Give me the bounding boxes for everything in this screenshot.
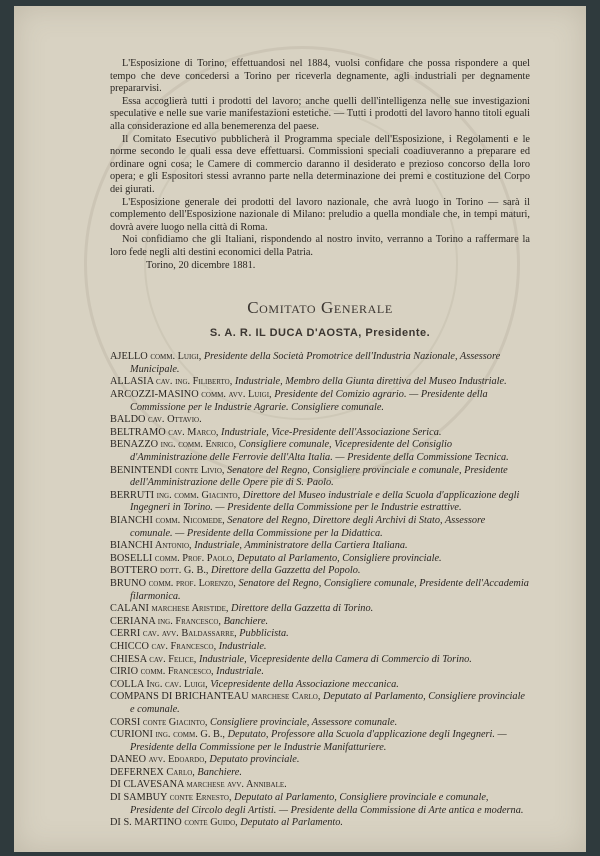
member-role: Pubblicista. — [239, 628, 289, 640]
member-entry — [110, 641, 530, 654]
member-role: Senatore del Regno, Direttore degli Archivi di Stato, Assessore comunale. — Presidente della Commissione per la Didattica. — [130, 515, 486, 539]
member-name: CERIANA ing. Francesco, — [110, 615, 222, 627]
member-name: CIRIO comm. Francesco, — [110, 666, 214, 678]
member-role: Direttore della Gazzetta di Torino. — [231, 603, 374, 615]
member-entry — [110, 565, 530, 578]
member-entry — [110, 767, 530, 780]
member-entry — [110, 654, 530, 667]
member-entry — [110, 414, 530, 427]
member-name: BERRUTI ing. comm. Giacinto, — [110, 489, 241, 501]
date-signature: Torino, 20 dicembre 1881. — [146, 259, 256, 271]
member-role: Deputato al Parlamento, Consigliere provinciale e comunale. — [130, 691, 526, 715]
member-name: DI S. MARTINO conte Guido, — [110, 817, 238, 829]
member-entry — [110, 616, 530, 629]
member-name: DI SAMBUY conte Ernesto, — [110, 792, 232, 804]
member-name: ARCOZZI-MASINO comm. avv. Luigi, — [110, 389, 272, 401]
member-entry — [110, 578, 530, 603]
member-role: Industriale. — [218, 640, 267, 652]
paragraph: L'Esposizione di Torino, effettuandosi nel 1884, vuolsi confidare che possa rispondere a quel tempo che deve concedersi a Torino per riceverla degnamente, agli industriali per degnamente prepararvisi. — [110, 58, 530, 95]
member-entry — [110, 603, 530, 616]
member-entry — [110, 817, 530, 830]
member-role: Industriale, Vice-Presidente dell'Associazione Serica. — [221, 426, 442, 438]
member-entry — [110, 376, 530, 389]
president-line: S. A. R. IL DUCA D'AOSTA, Presidente. — [209, 326, 431, 339]
paragraph: Il Comitato Esecutivo pubblicherà il Programma speciale dell'Esposizione, i Regolamenti e le norme secondo le quali essa deve effettuarsi. Commissioni speciali coadiuveranno a preparare ed ordinare ogni cosa; le Camere di commercio daranno il desiderato e prezioso concorso della loro opera; e gli Espositori stessi avranno parte nella determinazione dei premi e costituzione del Corpo dei giurati. — [110, 133, 530, 195]
member-role: Direttore del Museo industriale e della Scuola d'applicazione degli Ingegneri in Torino. — Presidente della Commissione per le Industrie estrattive. — [130, 489, 520, 514]
member-entry — [110, 792, 530, 817]
member-name: BENAZZO ing. comm. Enrico, — [110, 439, 237, 451]
member-entry — [110, 779, 530, 792]
member-entry — [110, 490, 530, 515]
document-page — [14, 6, 586, 852]
member-name: AJELLO comm. Luigi, — [110, 351, 202, 363]
member-entry — [110, 553, 530, 566]
member-name: DI CLAVESANA marchese avv. Annibale. — [110, 779, 287, 791]
member-name: BOSELLI comm. Prof. Paolo, — [110, 552, 235, 564]
member-name: CORSI conte Giacinto, — [110, 716, 208, 728]
member-role: Direttore della Gazzetta del Popolo. — [211, 565, 361, 577]
member-entry — [110, 666, 530, 679]
member-name: BALDO cav. Ottavio. — [110, 414, 202, 426]
member-entry — [110, 389, 530, 414]
member-name: BELTRAMO cav. Marco, — [110, 426, 219, 438]
member-role: Banchiere. — [197, 766, 242, 778]
member-name: CHIESA cav. Felice, — [110, 653, 197, 665]
member-role: Deputato, Professore alla Scuola d'applicazione degli Ingegneri. — Presidente della Commissione per le Industrie Manifatturiere. — [130, 729, 507, 753]
member-role: Deputato provinciale. — [209, 754, 300, 766]
member-name: DANEO avv. Edoardo, — [110, 754, 207, 766]
member-entry — [110, 439, 530, 464]
member-role: Senatore del Regno, Consigliere provinciale e comunale, Presidente dell'Amministrazione delle Opere pie di S. Paolo. — [130, 464, 508, 489]
member-name: COMPANS DI BRICHANTEAU marchese Carlo, — [110, 691, 321, 703]
member-entry — [110, 691, 530, 716]
member-role: Industriale, Vicepresidente della Camera di Commercio di Torino. — [198, 653, 472, 665]
member-role: Industriale, Amministratore della Cartiera Italiana. — [194, 540, 408, 552]
member-name: COLLA Ing. cav. Luigi, — [110, 678, 208, 690]
member-role: Presidente del Comizio agrario. — Presidente della Commissione per le Industrie Agrarie. Consigliere comunale. — [130, 389, 488, 413]
member-entry — [110, 754, 530, 767]
member-role: Industriale, Membro della Giunta direttiva del Museo Industriale. — [234, 376, 507, 388]
member-entry — [110, 717, 530, 730]
member-entry — [110, 729, 530, 754]
member-role: Consigliere comunale, Vicepresidente del Consiglio d'Amministrazione delle Ferrovie dell'Alta Italia. — Presidente della Commissione Tecnica. — [130, 439, 509, 464]
member-name: BIANCHI Antonio, — [110, 540, 192, 552]
member-name: CALANI marchese Aristide, — [110, 603, 229, 615]
member-entry — [110, 540, 530, 553]
member-role: Senatore del Regno, Consigliere comunale, Presidente dell'Accademia filarmonica. — [130, 577, 529, 602]
member-name: BIANCHI comm. Nicomede, — [110, 515, 225, 526]
member-entry — [110, 679, 530, 692]
member-role: Industriale. — [216, 666, 264, 678]
member-name: CERRI cav. avv. Baldassarre, — [110, 628, 237, 640]
member-entry — [110, 427, 530, 440]
paragraph: L'Esposizione generale dei prodotti del lavoro nazionale, che avrà luogo in Torino — sarà il complemento dell'Esposizione nazionale di Milano: preludio a quella mondiale che, in tempi maturi, dovrà avere luogo nella città di Roma. — [110, 196, 530, 233]
paragraph: Noi confidiamo che gli Italiani, rispondendo al nostro invito, verranno a Torino a raffermare la loro fede negli alti destini economici della Patria. — [110, 234, 530, 258]
member-entry — [110, 628, 530, 641]
member-entry — [110, 351, 530, 376]
member-role: Banchiere. — [223, 615, 269, 627]
member-role: Deputato al Parlamento, Consigliere provinciale e comunale, Presidente del Circolo degli Artisti. — Presidente della Commissione di Arte antica e moderna. — [130, 792, 524, 816]
member-role: Presidente della Società Promotrice dell'Industria Nazionale, Assessore Municipale. — [130, 351, 501, 375]
member-entry — [110, 515, 530, 540]
member-role: Vicepresidente della Associazione meccanica. — [210, 678, 399, 690]
member-name: DEFERNEX Carlo, — [110, 766, 195, 778]
member-name: BRUNO comm. prof. Lorenzo, — [110, 577, 236, 589]
member-role: Consigliere provinciale, Assessore comunale. — [210, 716, 398, 728]
member-name: ALLASIA cav. ing. Filiberto, — [110, 376, 233, 388]
member-role: Deputato al Parlamento, Consigliere provinciale. — [237, 552, 442, 564]
member-name: CHICCO cav. Francesco, — [110, 640, 217, 652]
member-list — [110, 351, 530, 830]
member-name: CURIONI ing. comm. G. B., — [110, 729, 225, 741]
member-name: BENINTENDI conte Livio, — [110, 464, 225, 476]
member-name: BOTTERO dott. G. B., — [110, 565, 209, 577]
member-entry — [110, 465, 530, 490]
paragraph: Essa accoglierà tutti i prodotti del lavoro; anche quelli dell'intelligenza nelle sue investigazioni speculative e nelle sue varie manifestazioni estetiche. — Tutti i prodotti del lavoro hanno titoli eguali alla considerazione ed alla benemerenza del paese. — [110, 95, 530, 132]
section-heading: Comitato Generale — [247, 298, 393, 318]
member-role: Deputato al Parlamento. — [240, 817, 343, 829]
document-body — [110, 58, 530, 830]
